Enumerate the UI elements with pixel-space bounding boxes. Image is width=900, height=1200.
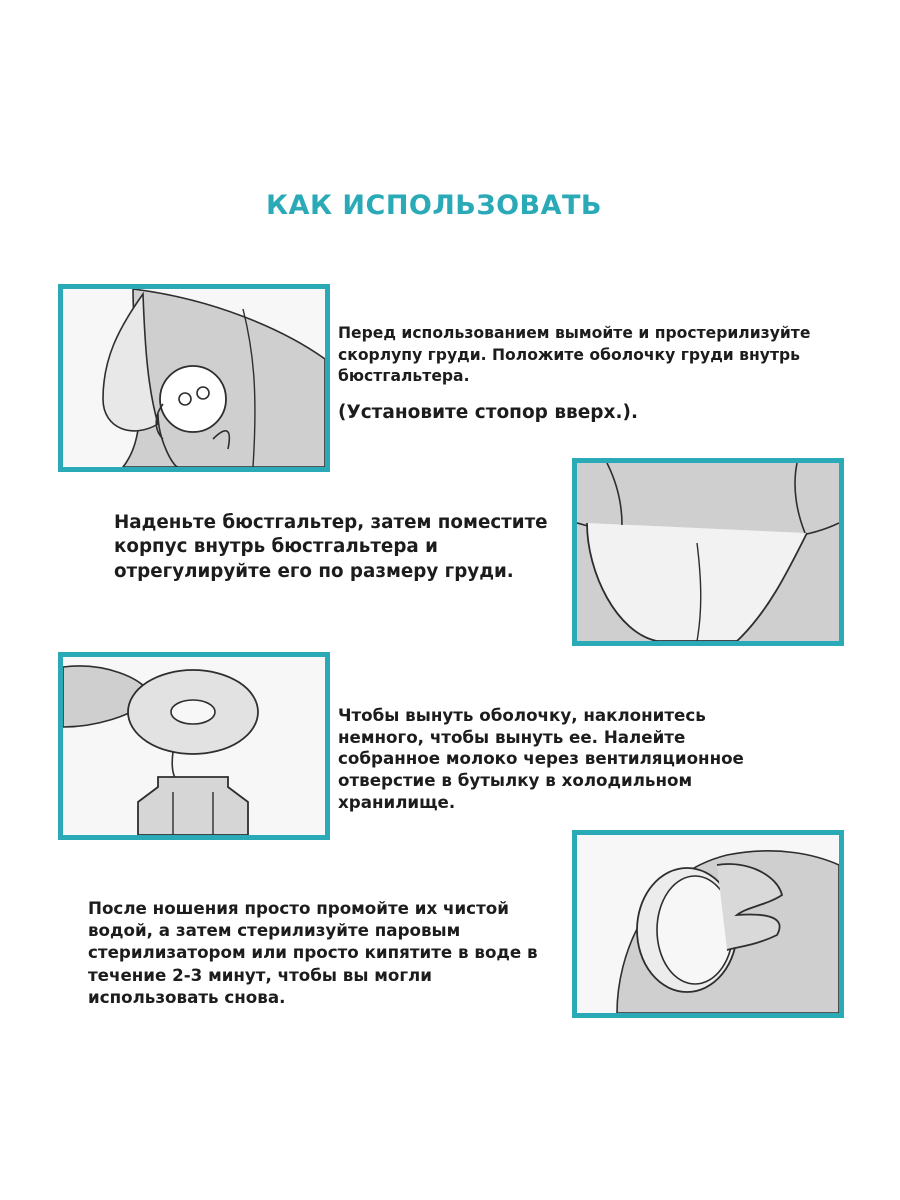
- step-2-text: Наденьте бюстгальтер, затем поместите корпус внутрь бюстгальтера и отрегулируйте его по размеру груди.: [114, 512, 548, 582]
- breast-shell-in-bra-icon: [63, 289, 325, 467]
- step-3-illustration: [58, 652, 330, 840]
- step-1-description: Перед использованием вымойте и простерилизуйте скорлупу груди. Положите оболочку груди внутрь бюстгальтера.: [338, 324, 811, 386]
- page-title: КАК ИСПОЛЬЗОВАТЬ: [265, 190, 602, 221]
- step-2-illustration: [572, 458, 844, 646]
- step-1-text: [338, 323, 890, 425]
- step-1-illustration: [58, 284, 330, 472]
- step-4-illustration: [572, 830, 844, 1018]
- step-3-text: Чтобы вынуть оболочку, наклонитесь немного, чтобы вынуть ее. Налейте собранное молоко через вентиляционное отверстие в бутылку в холодильном хранилище.: [338, 705, 744, 812]
- step-1-note: (Установите стопор вверх.).: [338, 401, 638, 423]
- hand-holding-shell-icon: [577, 835, 839, 1013]
- step-4-text: После ношения просто промойте их чистой водой, а затем стерилизуйте паровым стерилизатором или просто кипятите в воде в течение 2-3 минут, чтобы вы могли использовать снова.: [88, 898, 538, 1007]
- bra-icon: [577, 463, 839, 641]
- pouring-milk-icon: [63, 657, 325, 835]
